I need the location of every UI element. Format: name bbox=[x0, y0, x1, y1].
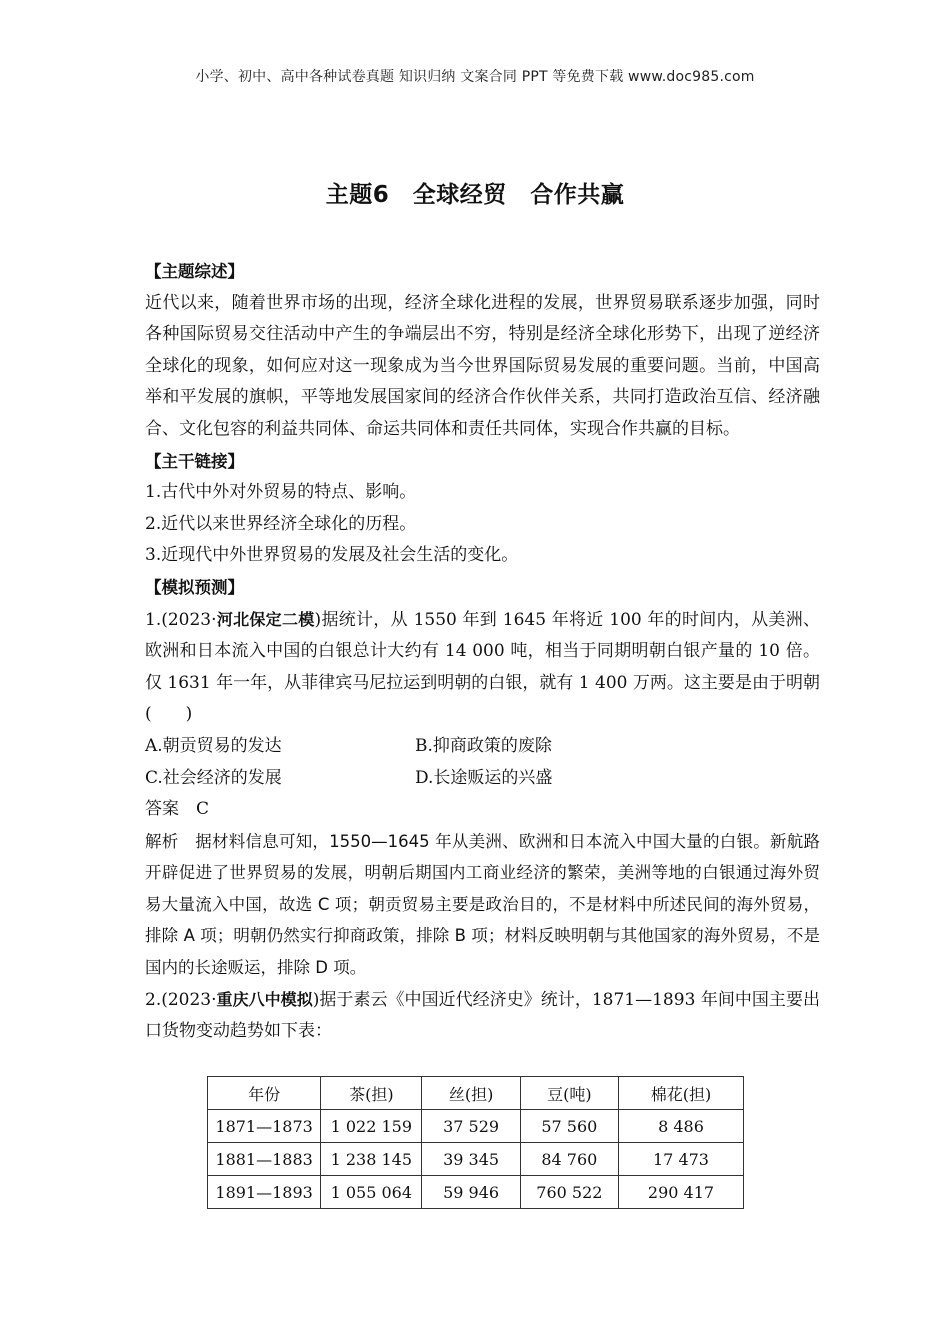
links-item-2: 2.近代以来世界经济全球化的历程。 bbox=[145, 513, 417, 534]
table-cell: 57 560 bbox=[520, 1110, 618, 1143]
links-item-3: 3.近现代中外世界贸易的发展及社会生活的变化。 bbox=[145, 545, 519, 566]
q2-prefix: 2.(2023· bbox=[145, 989, 217, 1010]
table-cell: 290 417 bbox=[618, 1176, 743, 1209]
q2-suffix: ) bbox=[312, 989, 320, 1010]
question-1 bbox=[145, 604, 820, 731]
table-cell: 1871—1873 bbox=[208, 1110, 321, 1143]
table-cell: 37 529 bbox=[422, 1110, 520, 1143]
links-item-1: 1.古代中外对外贸易的特点、影响。 bbox=[145, 482, 417, 503]
overview-heading: 【主题综述】 bbox=[145, 262, 244, 281]
table-header-cell: 棉花(担) bbox=[618, 1077, 743, 1110]
table-cell: 39 345 bbox=[422, 1143, 520, 1176]
table-cell: 1 238 145 bbox=[321, 1143, 422, 1176]
links-heading: 【主干链接】 bbox=[145, 451, 244, 471]
q1-options bbox=[145, 731, 820, 794]
q2-source: 重庆八中模拟 bbox=[216, 989, 313, 1009]
q1-source: 河北保定二模 bbox=[216, 609, 315, 629]
table-cell: 8 486 bbox=[618, 1110, 743, 1143]
table-header-cell: 茶(担) bbox=[321, 1077, 422, 1110]
export-table bbox=[207, 1076, 744, 1209]
page-header: 小学、初中、高中各种试卷真题 知识归纳 文案合同 PPT 等免费下载 www.doc985.com bbox=[195, 69, 755, 85]
q1-option-d: D.长途贩运的兴盛 bbox=[415, 767, 553, 788]
q1-stem: 据统计，从 1550 年到 1645 年将近 100 年的时间内，从美洲、欧洲和日本流入中国的白银总计大约有 14 000 吨，相当于同期明朝白银产量的 10 倍。仅 1631 年一年，从菲律宾马尼拉运到明朝的白银，就有 1 400 万两。这主要是由于明朝( ) bbox=[145, 609, 820, 725]
forecast-heading: 【模拟预测】 bbox=[145, 577, 244, 597]
table-cell: 1891—1893 bbox=[208, 1176, 321, 1209]
table-header-cell: 丝(担) bbox=[422, 1077, 520, 1110]
table-cell: 1 055 064 bbox=[321, 1176, 422, 1209]
q1-answer: 答案 C bbox=[145, 799, 210, 820]
q1-prefix: 1.(2023· bbox=[145, 609, 217, 630]
page-title: 主题6 全球经贸 合作共赢 bbox=[325, 182, 625, 208]
table-cell: 17 473 bbox=[618, 1143, 743, 1176]
main-content bbox=[145, 256, 820, 1048]
table-cell: 84 760 bbox=[520, 1143, 618, 1176]
overview-text: 近代以来，随着世界市场的出现，经济全球化进程的发展，世界贸易联系逐步加强，同时各种国际贸易交往活动中产生的争端层出不穷，特别是经济全球化形势下，出现了逆经济全球化的现象，如何应对这一现象成为当今世界国际贸易发展的重要问题。当前，中国高举和平发展的旗帜，平等地发展国家间的经济合作伙伴关系，共同打造政治互信、经济融合、文化包容的利益共同体、命运共同体和责任共同体，实现合作共赢的目标。 bbox=[145, 292, 820, 439]
table-row bbox=[208, 1143, 744, 1176]
q1-option-b: B.抑商政策的废除 bbox=[415, 735, 552, 756]
table-cell: 1881—1883 bbox=[208, 1143, 321, 1176]
table-row bbox=[208, 1110, 744, 1143]
q2-stem: 据于素云《中国近代经济史》统计，1871—1893 年间中国主要出口货物变动趋势如下表： bbox=[145, 989, 820, 1042]
table-cell: 1 022 159 bbox=[321, 1110, 422, 1143]
q1-option-a: A.朝贡贸易的发达 bbox=[145, 735, 282, 756]
table-header-cell: 年份 bbox=[208, 1077, 321, 1110]
table-cell: 59 946 bbox=[422, 1176, 520, 1209]
q1-option-c: C.社会经济的发展 bbox=[145, 767, 282, 788]
q1-suffix: ) bbox=[314, 609, 322, 630]
q1-analysis: 解析 据材料信息可知，1550—1645 年从美洲、欧洲和日本流入中国大量的白银。新航路开辟促进了世界贸易的发展，明朝后期国内工商业经济的繁荣，美洲等地的白银通过海外贸易大量流入中国，故选 C 项；朝贡贸易主要是政治目的，不是材料中所述民间的海外贸易，排除 A 项；明朝仍然实行抑商政策，排除 B 项；材料反映明朝与其他国家的海外贸易，不是国内的长途贩运，排除 D 项。 bbox=[145, 831, 820, 978]
question-2 bbox=[145, 984, 820, 1048]
table-cell: 760 522 bbox=[520, 1176, 618, 1209]
table-row bbox=[208, 1176, 744, 1209]
table-header-row bbox=[208, 1077, 744, 1110]
table-header-cell: 豆(吨) bbox=[520, 1077, 618, 1110]
